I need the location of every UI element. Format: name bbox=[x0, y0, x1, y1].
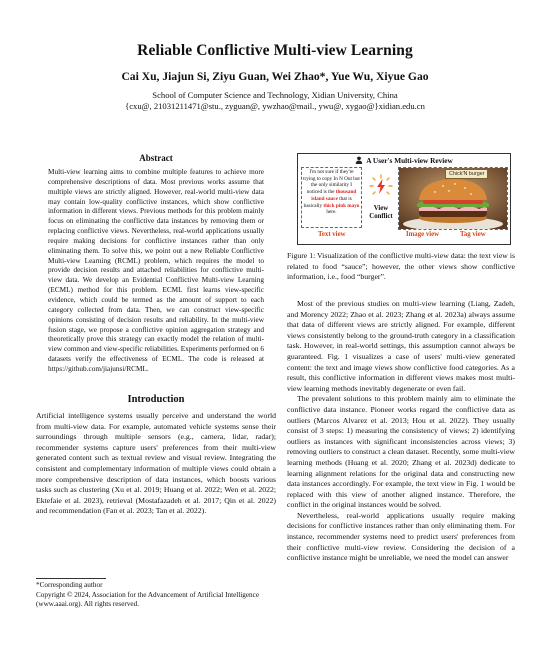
footnote bbox=[36, 581, 276, 610]
right-column-body bbox=[287, 299, 515, 564]
footnote-rule bbox=[36, 578, 106, 579]
figure-title-text: A User's Multi-view Review bbox=[366, 156, 453, 165]
image-view-label: Image view bbox=[406, 231, 440, 238]
text-view-label: Text view bbox=[318, 231, 346, 238]
paragraph: The prevalent solutions to this problem mainly aim to eliminate the conflictive data instance. Pioneer works regard the conflictive data as outliers (Marcos Alvarez et al. 2013; Hou et al. 2022). They usually consist of 3 steps: 1) measuring the consistency of views; 2) identifying outliers as instances with significant inconsistencies across views; 3) removing outliers to construct a clean dataset. Recently, some multi-view learning methods (Huang et al. 2020; Zhang et al. 2023d) dedicate to learning alignment relations for the original data and constructing new data instances accordingly. For example, the text view in Fig. 1 would be replaced with this view of another aligned instance. Therefore, the conflict in the original instances would be solved. bbox=[287, 394, 515, 510]
paragraph: Most of the previous studies on multi-view learning (Liang, Zadeh, and Morency 2022; Zhao et al. 2023; Zhang et al. 2023a) always assume that data of different views are strictly aligned. For example, different views consistently belong to the ground-truth category in a classification task. However, in real-world settings, this assumption cannot always be guaranteed. Fig. 1 visualizes a case of users' multi-view generated content: the text and image views show conflictive food categories. As a result, this conflictive information in different views makes most multi-view learning methods inevitably degenerate or even fail. bbox=[287, 299, 515, 393]
figure-1 bbox=[297, 153, 511, 245]
image-tag: Chick'N burger bbox=[445, 169, 488, 179]
review-text-part: here. bbox=[326, 209, 337, 216]
abstract-text: Multi-view learning aims to combine multiple features to achieve more comprehensive descriptions of data. Most previous works assume that multiple views are strictly aligned. However, real-world multi-view data may contain low-quality conflictive instances, which show conflictive information in different views. Previous methods for this problem mainly focus on eliminating the conflictive data instances by removing them or replacing conflictive views. Nevertheless, real-world applications usually require making decisions for conflictive instances rather than only eliminating them. To solve this, we point out a new Reliable Conflictive Multi-view Learning (RCML) problem, which requires the model to provide decision results and attached reliabilities for conflictive multi-view data. We develop an Evidential Conflictive Multi-view Learning (ECML) method for this problem. ECML first learns view-specific evidence, which could be termed as the amount of support to each category collected from data. Then, we can construct view-specific opinions consisting of decision results and reliability. In the multi-view fusion stage, we propose a conflictive opinion aggregation strategy and theoretically prove this strategy can exactly model the relation of multi-view common and view-specific reliabilities. Experiments performed on 6 datasets verify the effectiveness of ECML. The code is released at https://github.com/jiajunsi/RCML. bbox=[48, 168, 264, 373]
highlight-mayo: thick pink mayo bbox=[323, 202, 360, 209]
author-list: Cai Xu, Jiajun Si, Ziyu Guan, Wei Zhao*, Yue Wu, Xiyue Gao bbox=[121, 70, 429, 83]
review-text-part: I'm not sure if they're trying to copy In N Out but the only similarity I noticed is the bbox=[303, 169, 360, 196]
email-list: {cxu@, 21031211471@stu., zyguan@, ywzhao@mail., ywu@, xygao@}xidian.edu.cn bbox=[125, 101, 425, 111]
paragraph: Nevertheless, real-world applications usually require making decisions for conflictive instances rather than only eliminating them. For instance, recommender systems need to predict users' preferences from their conflictive multi-view review. Considering the decision of a conflictive instance might be unreliable, we need the model can answer bbox=[287, 510, 515, 563]
introduction-heading: Introduction bbox=[127, 394, 185, 405]
copyright-note: Copyright © 2024, Association for the Advancement of Artificial Intelligence (www.aaai.org). All rights reserved. bbox=[36, 590, 260, 609]
affiliation: School of Computer Science and Technology, Xidian University, China bbox=[152, 90, 398, 100]
affiliation-block bbox=[0, 90, 550, 112]
figure-title bbox=[298, 156, 510, 166]
text-view-review bbox=[301, 167, 362, 228]
abstract-heading: Abstract bbox=[139, 153, 173, 163]
conflict-label-line: Conflict bbox=[369, 213, 393, 220]
conflict-label bbox=[368, 205, 394, 221]
view-conflict-marker bbox=[368, 174, 394, 221]
introduction-text: Artificial intelligence systems usually perceive and understand the world from multi-view data. For example, automated vehicle systems sense their surroundings through multiple sensors (e.g., camera, lidar, radar); recommender systems capture users' preferences from their multi-view generated content such as textual review and visual review. Integrating the consistent and complementary information of multiple views could obtain a more comprehensive description of data instances, which boosts various tasks such as clustering (Xu et al. 2019; Huang et al. 2022; Wen et al. 2022; Ektefaie et al. 2023), retrieval (Mostafazadeh et al. 2017; Qin et al. 2022) and recommendation (Fan et al. 2023; Tan et al. 2022). bbox=[36, 411, 276, 516]
corresponding-author-note: *Corresponding author bbox=[36, 581, 103, 589]
lightning-icon bbox=[369, 174, 393, 198]
conflict-label-line: View bbox=[373, 205, 389, 212]
user-icon bbox=[355, 156, 363, 166]
paper-title: Reliable Conflictive Multi-view Learning bbox=[137, 42, 413, 59]
highlight-sauce: thousand island sauce bbox=[311, 189, 357, 202]
review-text-part: that is basically bbox=[303, 195, 352, 209]
tag-view-label: Tag view bbox=[460, 231, 486, 238]
figure-caption: Figure 1: Visualization of the conflictive multi-view data: the text view is related to food “sauce”; however, the other views show conflictive information, i.e., food “burger”. bbox=[287, 251, 515, 282]
